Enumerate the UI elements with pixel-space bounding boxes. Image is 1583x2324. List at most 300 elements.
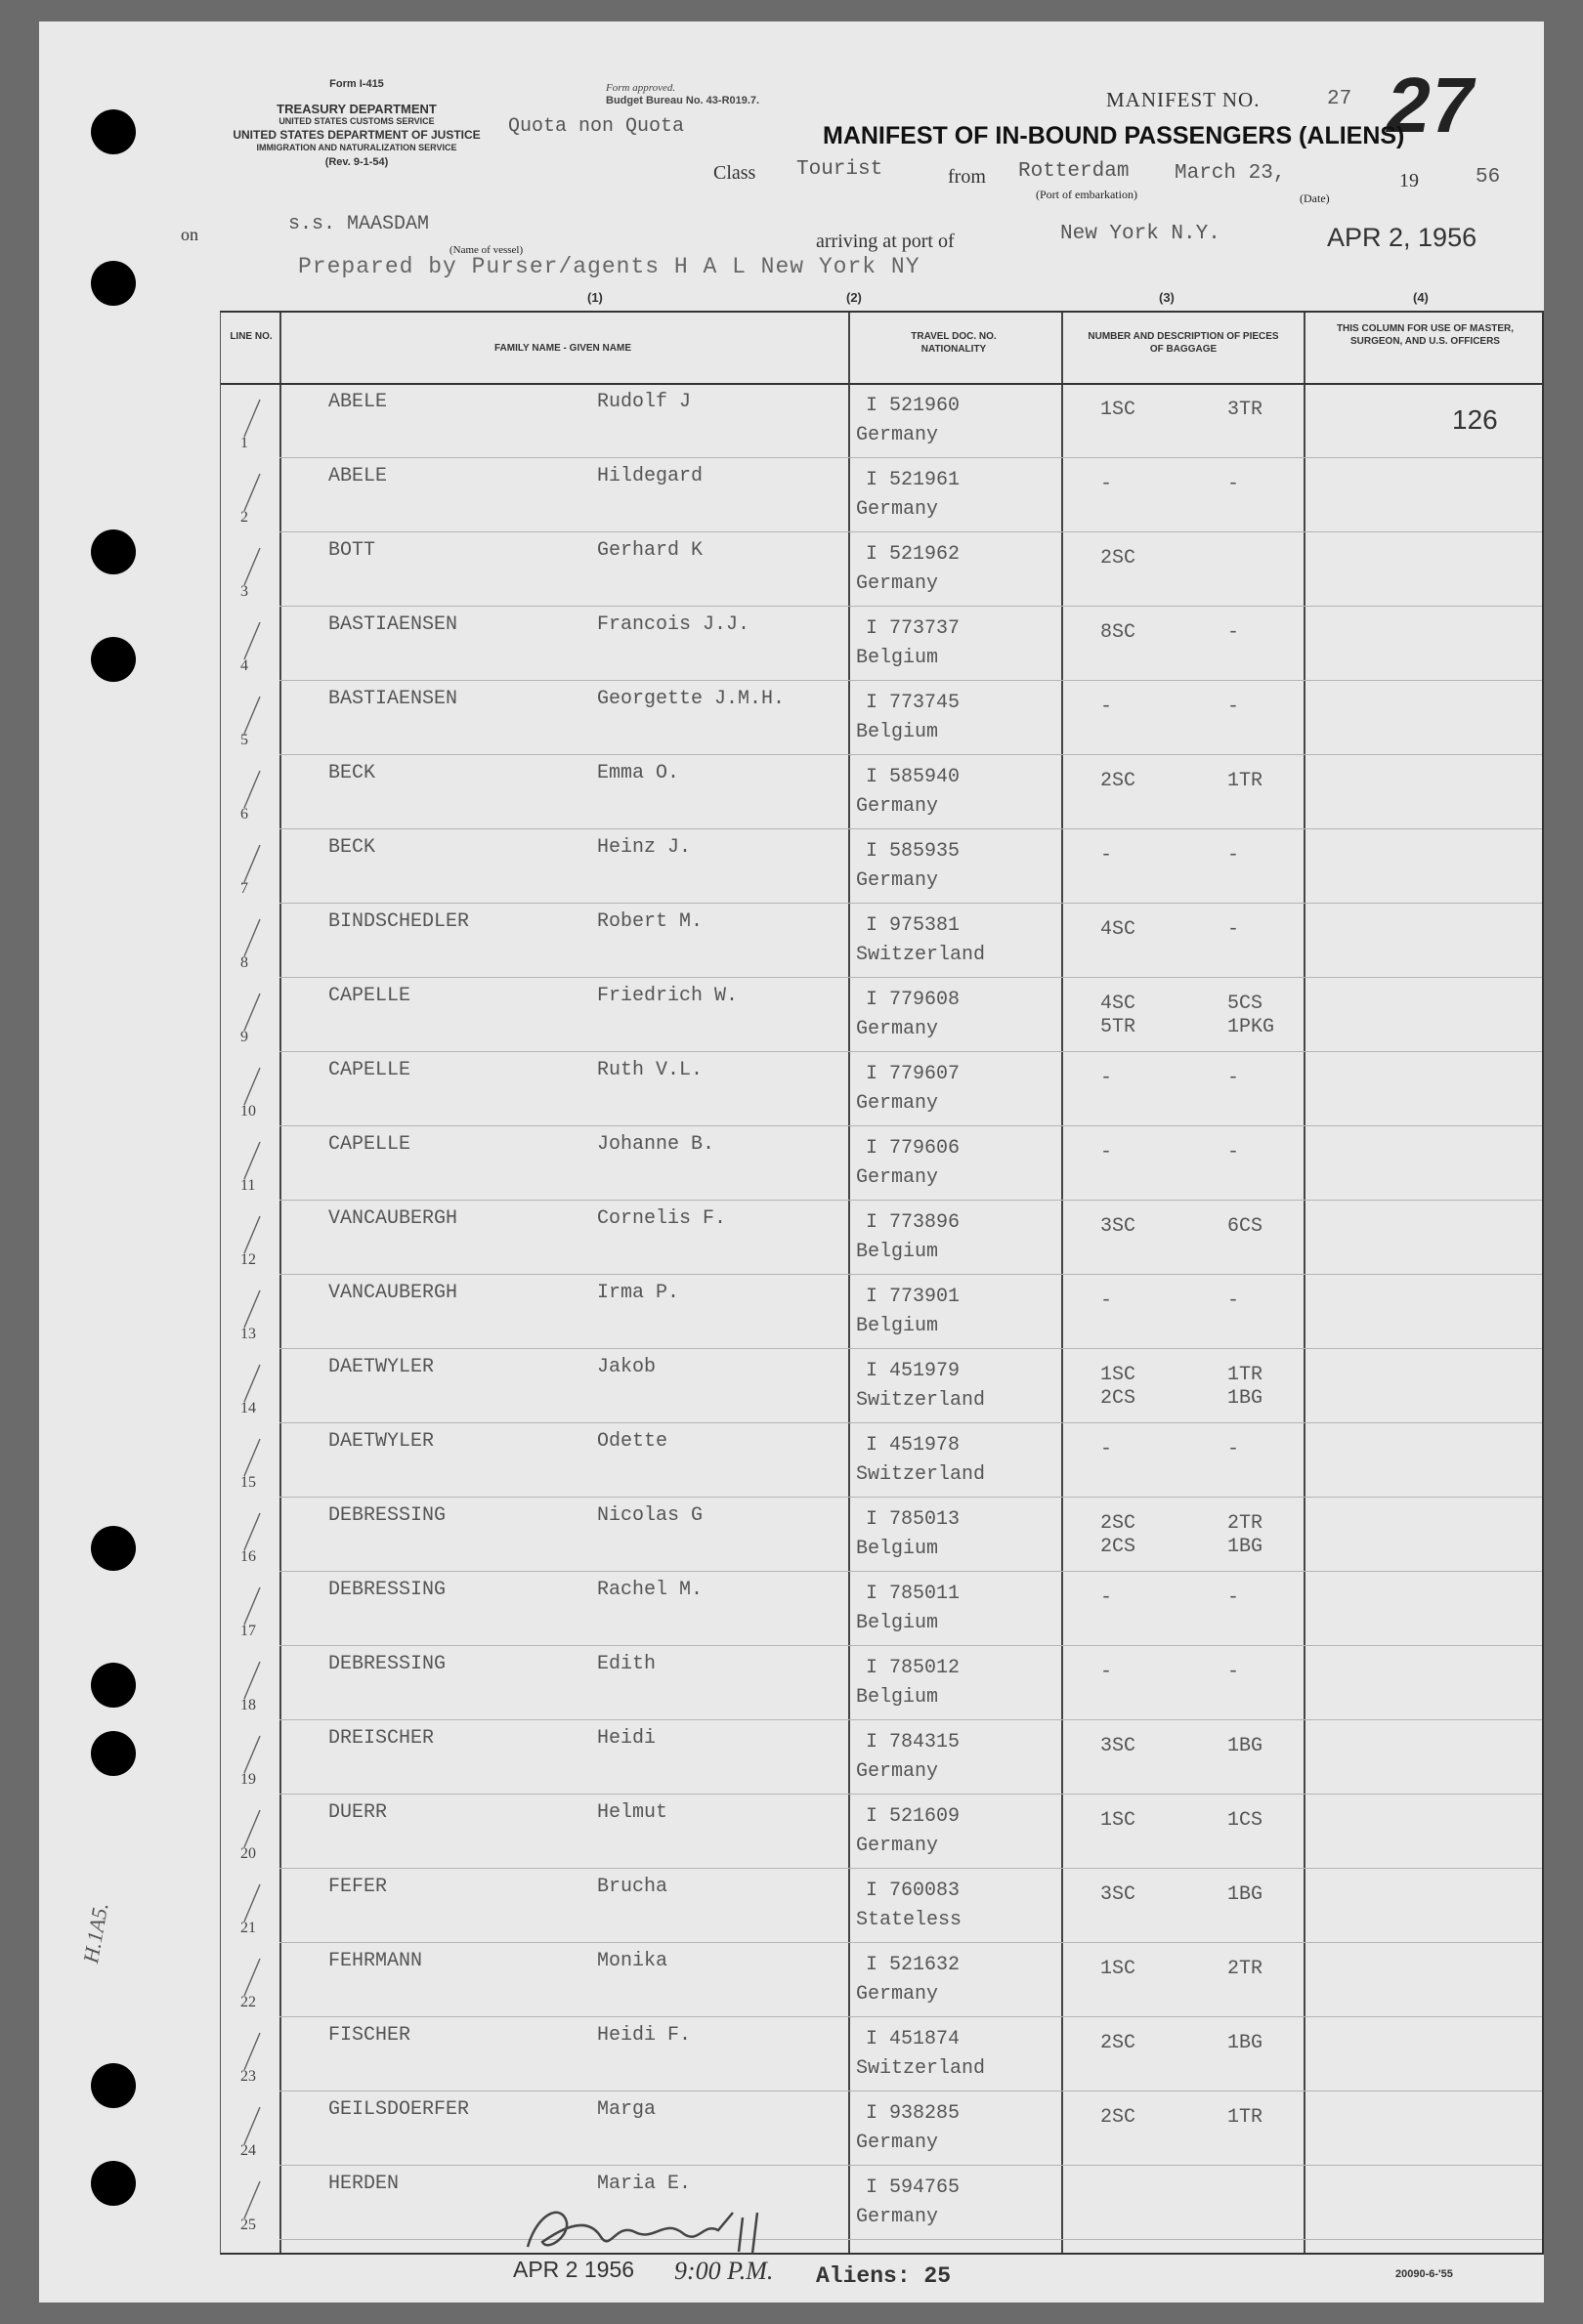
checkmark-icon (242, 1957, 262, 2000)
manifest-page (39, 21, 1544, 2303)
baggage-4: 1PKG (1227, 1016, 1275, 1038)
checkmark-icon (242, 1511, 262, 1554)
family-name: DEBRESSING (328, 1504, 447, 1527)
given-name: Maria E. (597, 2173, 692, 2195)
nationality: Germany (856, 1760, 939, 1783)
given-name: Heinz J. (597, 836, 692, 859)
nationality: Germany (856, 1983, 939, 2006)
baggage-2: - (1227, 696, 1240, 718)
baggage-1: - (1100, 1067, 1113, 1089)
punch-hole (91, 1526, 136, 1571)
given-name: Cornelis F. (597, 1207, 727, 1230)
manifest-no-label: MANIFEST NO. (1106, 88, 1261, 111)
table-row (221, 830, 1542, 904)
row-divider (279, 1200, 1542, 1201)
row-divider (279, 1868, 1542, 1869)
agency-ins: IMMIGRATION AND NATURALIZATION SERVICE (256, 143, 457, 152)
baggage-1: - (1100, 1289, 1113, 1312)
line-number: 21 (240, 1920, 256, 1936)
family-name: DUERR (328, 1801, 388, 1824)
row-divider (279, 1571, 1542, 1572)
given-name: Ruth V.L. (597, 1059, 704, 1081)
family-name: VANCAUBERGH (328, 1207, 458, 1230)
line-number: 20 (240, 1845, 256, 1862)
baggage-2: 1BG (1227, 2032, 1263, 2054)
baggage-2: 5CS (1227, 993, 1263, 1015)
baggage-4: 1BG (1227, 1387, 1263, 1410)
nationality: Belgium (856, 1612, 939, 1634)
line-number: 13 (240, 1326, 256, 1342)
row-divider (279, 606, 1542, 607)
column-number: (2) (846, 290, 862, 305)
travel-doc-no: I 451978 (866, 1434, 961, 1457)
baggage-2: 1BG (1227, 1735, 1263, 1757)
baggage-2: 1TR (1227, 2106, 1263, 2129)
nationality: Germany (856, 795, 939, 818)
travel-doc-no: I 785013 (866, 1508, 961, 1531)
family-name: FEHRMANN (328, 1950, 423, 1972)
given-name: Edith (597, 1653, 657, 1675)
given-name: Irma P. (597, 1282, 680, 1304)
baggage-2: - (1227, 1438, 1240, 1460)
given-name: Robert M. (597, 910, 704, 933)
given-name: Brucha (597, 1876, 668, 1898)
family-name: VANCAUBERGH (328, 1282, 458, 1304)
travel-doc-no: I 784315 (866, 1731, 961, 1754)
baggage-1: 1SC (1100, 1958, 1136, 1980)
baggage-1: 4SC (1100, 993, 1136, 1015)
family-name: BECK (328, 762, 376, 784)
baggage-1: - (1100, 473, 1113, 495)
table-row (221, 2092, 1542, 2166)
checkmark-icon (242, 1882, 262, 1925)
baggage-2: - (1227, 1141, 1240, 1163)
row-divider (279, 754, 1542, 755)
given-name: Georgette J.M.H. (597, 688, 786, 710)
baggage-3: 5TR (1100, 1016, 1136, 1038)
line-number: 12 (240, 1251, 256, 1268)
punch-hole (91, 109, 136, 154)
line-number: 11 (240, 1177, 256, 1194)
line-number: 8 (240, 954, 248, 971)
table-row (221, 979, 1542, 1052)
nationality: Stateless (856, 1909, 963, 1931)
nationality: Germany (856, 424, 939, 446)
travel-doc-no: I 785012 (866, 1657, 961, 1679)
travel-doc-no: I 521632 (866, 1954, 961, 1976)
nationality: Germany (856, 1835, 939, 1857)
nationality: Germany (856, 869, 939, 892)
baggage-1: 2SC (1100, 2032, 1136, 2054)
line-number: 9 (240, 1029, 248, 1045)
table-row (221, 1721, 1542, 1795)
given-name: Hildegard (597, 465, 704, 487)
punch-hole (91, 1731, 136, 1776)
given-name: Rudolf J (597, 391, 692, 413)
nationality: Belgium (856, 1241, 939, 1263)
family-name: CAPELLE (328, 985, 411, 1007)
row-divider (279, 1719, 1542, 1720)
table-row (221, 1202, 1542, 1275)
given-name: Monika (597, 1950, 668, 1972)
table-row (221, 1424, 1542, 1498)
given-name: Odette (597, 1430, 668, 1453)
baggage-3: 2CS (1100, 1387, 1136, 1410)
baggage-2: - (1227, 1067, 1240, 1089)
travel-doc-no: I 451874 (866, 2028, 961, 2050)
checkmark-icon (242, 1214, 262, 1257)
line-number: 3 (240, 583, 248, 600)
family-name: DEBRESSING (328, 1579, 447, 1601)
table-row (221, 1053, 1542, 1126)
row-divider (279, 2239, 1542, 2240)
baggage-2: - (1227, 1289, 1240, 1312)
table-row (221, 608, 1542, 681)
baggage-2: 2TR (1227, 1958, 1263, 1980)
row-divider (279, 903, 1542, 904)
checkmark-icon (242, 843, 262, 886)
year-prefix: 19 (1399, 170, 1419, 191)
row-divider (279, 977, 1542, 978)
family-name: BECK (328, 836, 376, 859)
line-number: 1 (240, 435, 248, 451)
class-label: Class (713, 162, 756, 184)
baggage-1: 1SC (1100, 1809, 1136, 1832)
line-number: 18 (240, 1697, 256, 1713)
baggage-2: 1TR (1227, 770, 1263, 792)
family-name: FEFER (328, 1876, 388, 1898)
row-divider (279, 2016, 1542, 2017)
baggage-2: 6CS (1227, 1215, 1263, 1238)
row-divider (279, 531, 1542, 532)
line-number: 14 (240, 1400, 256, 1416)
budget-bureau: Budget Bureau No. 43-R019.7. (606, 95, 760, 106)
form-approved: Form approved. (606, 82, 676, 94)
family-name: ABELE (328, 465, 388, 487)
line-number: 25 (240, 2217, 256, 2233)
port-caption: (Port of embarkation) (1036, 188, 1137, 201)
checkmark-icon (242, 992, 262, 1035)
nationality: Germany (856, 498, 939, 521)
travel-doc-no: I 594765 (866, 2176, 961, 2199)
family-name: BASTIAENSEN (328, 688, 458, 710)
checkmark-icon (242, 1140, 262, 1183)
punch-hole (91, 261, 136, 306)
embarkation-year: 56 (1476, 166, 1501, 189)
nationality: Switzerland (856, 2057, 986, 2080)
family-name: HERDEN (328, 2173, 400, 2195)
manifest-big-number: 27 (1380, 62, 1482, 148)
given-name: Johanne B. (597, 1133, 715, 1156)
nationality: Switzerland (856, 1389, 986, 1412)
checkmark-icon (242, 472, 262, 515)
on-label: on (181, 225, 198, 244)
col-header-doc: TRAVEL DOC. NO. NATIONALITY (911, 331, 997, 355)
given-name: Helmut (597, 1801, 668, 1824)
given-name: Marga (597, 2098, 657, 2121)
baggage-1: - (1100, 1141, 1113, 1163)
given-name: Nicolas G (597, 1504, 704, 1527)
signature (508, 2193, 801, 2261)
baggage-2: - (1227, 844, 1240, 866)
row-divider (279, 828, 1542, 829)
family-name: BOTT (328, 539, 376, 562)
baggage-4: 1BG (1227, 1536, 1263, 1558)
checkmark-icon (242, 398, 262, 441)
checkmark-icon (242, 769, 262, 812)
column-number: (1) (587, 290, 603, 305)
line-number: 23 (240, 2068, 256, 2085)
table-row (221, 756, 1542, 829)
nationality: Switzerland (856, 944, 986, 966)
checkmark-icon (242, 1066, 262, 1109)
checkmark-icon (242, 1585, 262, 1628)
col-header-officers: THIS COLUMN FOR USE OF MASTER, SURGEON, AND U.S. OFFICERS (1336, 323, 1515, 347)
line-number: 10 (240, 1103, 256, 1120)
table-row (221, 385, 1542, 458)
travel-doc-no: I 521960 (866, 395, 961, 417)
class-value: Tourist (796, 158, 883, 181)
row-divider (279, 1348, 1542, 1349)
family-name: ABELE (328, 391, 388, 413)
table-row (221, 1276, 1542, 1349)
checkmark-icon (242, 917, 262, 960)
checkmark-icon (242, 2105, 262, 2148)
line-number: 24 (240, 2142, 256, 2159)
table-row (221, 1127, 1542, 1201)
table-row (221, 1350, 1542, 1423)
baggage-2: - (1227, 1586, 1240, 1609)
checkmark-icon (242, 2179, 262, 2222)
travel-doc-no: I 773737 (866, 617, 961, 640)
punch-hole (91, 2063, 136, 2108)
travel-doc-no: I 779606 (866, 1137, 961, 1160)
travel-doc-no: I 975381 (866, 914, 961, 937)
baggage-2: 2TR (1227, 1512, 1263, 1535)
travel-doc-no: I 779607 (866, 1063, 961, 1085)
line-number: 16 (240, 1548, 256, 1565)
row-divider (279, 1125, 1542, 1126)
baggage-2: 1CS (1227, 1809, 1263, 1832)
travel-doc-no: I 773901 (866, 1286, 961, 1308)
row-divider (279, 1942, 1542, 1943)
baggage-1: 1SC (1100, 399, 1136, 421)
checkmark-icon (242, 1437, 262, 1480)
arrival-date-stamp: APR 2, 1956 (1327, 223, 1477, 252)
nationality: Germany (856, 1166, 939, 1189)
manifest-title: MANIFEST OF IN-BOUND PASSENGERS (ALIENS) (823, 122, 1405, 149)
family-name: GEILSDOERFER (328, 2098, 470, 2121)
baggage-1: 2SC (1100, 770, 1136, 792)
agency-customs: UNITED STATES CUSTOMS SERVICE (278, 116, 435, 126)
baggage-1: 1SC (1100, 1364, 1136, 1386)
baggage-1: 4SC (1100, 918, 1136, 941)
punch-hole (91, 637, 136, 682)
row-divider (279, 457, 1542, 458)
row-divider (279, 2091, 1542, 2092)
nationality: Switzerland (856, 1463, 986, 1486)
table-row (221, 1573, 1542, 1646)
travel-doc-no: I 521961 (866, 469, 961, 491)
checkmark-icon (242, 1289, 262, 1331)
baggage-1: 2SC (1100, 547, 1136, 570)
family-name: DREISCHER (328, 1727, 435, 1750)
aliens-count: Aliens: 25 (816, 2263, 952, 2289)
baggage-1: 2SC (1100, 1512, 1136, 1535)
travel-doc-no: I 451979 (866, 1360, 961, 1382)
col-header-baggage: NUMBER AND DESCRIPTION OF PIECES OF BAGGAGE (1088, 331, 1279, 355)
form-revision: (Rev. 9-1-54) (324, 156, 389, 168)
travel-doc-no: I 521609 (866, 1805, 961, 1828)
given-name: Heidi (597, 1727, 657, 1750)
checkmark-icon (242, 2031, 262, 2074)
row-divider (279, 1794, 1542, 1795)
family-name: DEBRESSING (328, 1653, 447, 1675)
nationality: Germany (856, 572, 939, 595)
baggage-2: - (1227, 621, 1240, 644)
line-number: 22 (240, 1994, 256, 2010)
table-row (221, 682, 1542, 755)
travel-doc-no: I 773745 (866, 692, 961, 714)
agency-treasury: TREASURY DEPARTMENT (277, 102, 437, 116)
given-name: Jakob (597, 1356, 657, 1378)
nationality: Germany (856, 1092, 939, 1115)
table-row (221, 1944, 1542, 2017)
family-name: CAPELLE (328, 1059, 411, 1081)
baggage-1: - (1100, 1438, 1113, 1460)
embarkation-port: Rotterdam (1018, 160, 1130, 183)
embarkation-date: March 23, (1175, 162, 1286, 185)
baggage-1: 2SC (1100, 2106, 1136, 2129)
table-row (221, 905, 1542, 978)
table-row (221, 1647, 1542, 1720)
nationality: Belgium (856, 721, 939, 743)
given-name: Heidi F. (597, 2024, 692, 2047)
baggage-2: 1TR (1227, 1364, 1263, 1386)
row-divider (279, 1497, 1542, 1498)
baggage-2: 1BG (1227, 1883, 1263, 1906)
passenger-table (220, 290, 1544, 2255)
baggage-1: 3SC (1100, 1883, 1136, 1906)
line-number: 2 (240, 509, 248, 526)
checkmark-icon (242, 1808, 262, 1851)
travel-doc-no: I 938285 (866, 2102, 961, 2125)
family-name: DAETWYLER (328, 1356, 435, 1378)
nationality: Belgium (856, 647, 939, 669)
baggage-2: 3TR (1227, 399, 1263, 421)
row-divider (279, 680, 1542, 681)
checkmark-icon (242, 1363, 262, 1406)
table-row (221, 2167, 1542, 2240)
arriving-label: arriving at port of (816, 231, 955, 252)
date-caption: (Date) (1300, 191, 1330, 205)
given-name: Gerhard K (597, 539, 704, 562)
given-name: Rachel M. (597, 1579, 704, 1601)
footer-stamp-time: 9:00 P.M. (674, 2257, 774, 2285)
travel-doc-no: I 779608 (866, 989, 961, 1011)
given-name: Francois J.J. (597, 613, 750, 636)
column-number: (4) (1413, 290, 1429, 305)
column-number: (3) (1159, 290, 1175, 305)
table-row (221, 533, 1542, 607)
baggage-1: 3SC (1100, 1215, 1136, 1238)
baggage-1: - (1100, 1661, 1113, 1683)
row-divider (279, 2165, 1542, 2166)
baggage-2: - (1227, 918, 1240, 941)
checkmark-icon (242, 546, 262, 589)
checkmark-icon (242, 1734, 262, 1777)
row-divider (279, 1274, 1542, 1275)
form-number: Form I-415 (329, 78, 384, 90)
agency-justice: UNITED STATES DEPARTMENT OF JUSTICE (233, 128, 481, 142)
nationality: Germany (856, 2132, 939, 2154)
nationality: Germany (856, 2206, 939, 2228)
baggage-1: - (1100, 1586, 1113, 1609)
checkmark-icon (242, 695, 262, 738)
table-row (221, 1870, 1542, 1943)
row-divider (279, 1645, 1542, 1646)
travel-doc-no: I 585940 (866, 766, 961, 788)
baggage-1: - (1100, 844, 1113, 866)
manifest-no-value: 27 (1327, 88, 1352, 110)
table-row (221, 1499, 1542, 1572)
baggage-1: 3SC (1100, 1735, 1136, 1757)
from-label: from (948, 166, 986, 188)
row-divider (279, 1051, 1542, 1052)
baggage-3: 2CS (1100, 1536, 1136, 1558)
nationality: Germany (856, 1018, 939, 1040)
table-row (221, 459, 1542, 532)
baggage-1: - (1100, 696, 1113, 718)
baggage-1: 8SC (1100, 621, 1136, 644)
line-number: 5 (240, 732, 248, 748)
travel-doc-no: I 785011 (866, 1583, 961, 1605)
line-number: 4 (240, 657, 248, 674)
travel-doc-no: I 521962 (866, 543, 961, 566)
baggage-2: - (1227, 473, 1240, 495)
family-name: FISCHER (328, 2024, 411, 2047)
punch-hole (91, 2161, 136, 2206)
vessel-caption: (Name of vessel) (449, 244, 524, 256)
family-name: BINDSCHEDLER (328, 910, 470, 933)
vessel-name: s.s. MAASDAM (288, 213, 430, 235)
col-header-name: FAMILY NAME - GIVEN NAME (493, 343, 631, 354)
col-header-line: LINE NO. (230, 331, 273, 342)
prepared-by: Prepared by Purser/agents H A L New York NY (298, 254, 920, 279)
checkmark-icon (242, 1660, 262, 1703)
punch-hole (91, 529, 136, 574)
footer-stamp-date: APR 2 1956 (513, 2257, 635, 2282)
row-divider (279, 1422, 1542, 1423)
punch-hole (91, 1663, 136, 1708)
family-name: DAETWYLER (328, 1430, 435, 1453)
line-number: 15 (240, 1474, 256, 1491)
officer-note: 126 (1452, 404, 1498, 435)
table-row (221, 1796, 1542, 1869)
margin-note: H.1A5. (78, 1900, 113, 1965)
arrival-port: New York N.Y. (1060, 223, 1220, 245)
travel-doc-no: I 773896 (866, 1211, 961, 1234)
nationality: Belgium (856, 1538, 939, 1560)
family-name: CAPELLE (328, 1133, 411, 1156)
baggage-2: - (1227, 1661, 1240, 1683)
travel-doc-no: I 585935 (866, 840, 961, 863)
checkmark-icon (242, 620, 262, 663)
table-row (221, 2018, 1542, 2092)
nationality: Belgium (856, 1315, 939, 1337)
travel-doc-no: I 760083 (866, 1880, 961, 1902)
line-number: 6 (240, 806, 248, 823)
